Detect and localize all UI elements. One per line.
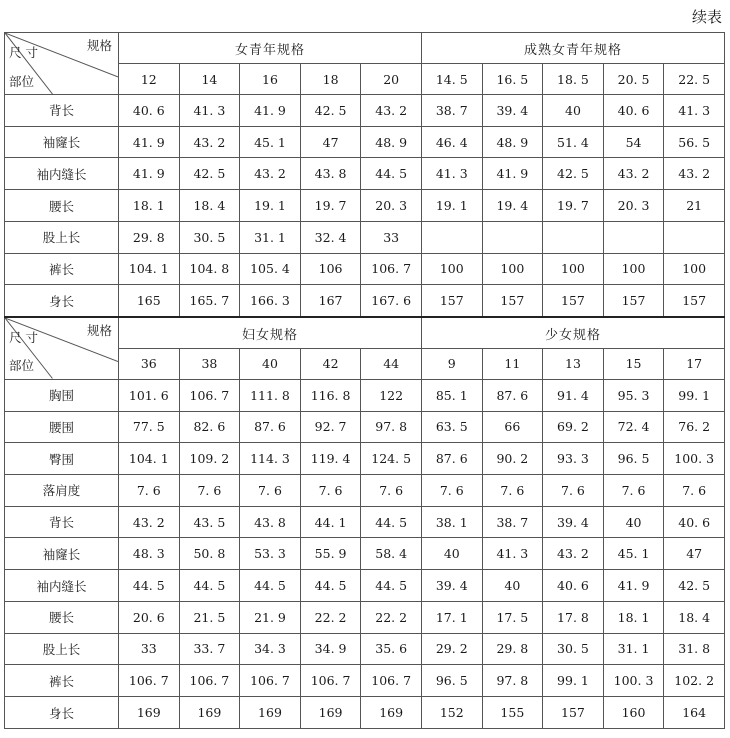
table-row (5, 253, 725, 285)
value-cell: 33 (361, 221, 422, 253)
value-cell: 165 (119, 285, 180, 318)
part-label: 裤长 (5, 665, 119, 697)
part-label: 股上长 (5, 633, 119, 665)
value-cell: 100 (421, 253, 482, 285)
value-cell: 69. 2 (543, 411, 604, 443)
value-cell: 42. 5 (179, 158, 240, 190)
value-cell: 44. 5 (300, 570, 361, 602)
part-label: 袖窿长 (5, 126, 119, 158)
size-cell: 38 (179, 348, 240, 379)
size-cell: 20 (361, 64, 422, 95)
value-cell: 40. 6 (603, 95, 664, 127)
value-cell: 169 (300, 697, 361, 729)
value-cell: 169 (179, 697, 240, 729)
corner-label-part: 部位 (9, 358, 35, 374)
size-cell: 15 (603, 348, 664, 379)
value-cell: 40 (543, 95, 604, 127)
value-cell: 109. 2 (179, 443, 240, 475)
corner-label-size: 尺 寸 (9, 330, 38, 346)
value-cell: 104. 1 (119, 443, 180, 475)
corner-header-cell (5, 317, 119, 379)
value-cell: 92. 7 (300, 411, 361, 443)
value-cell: 7. 6 (361, 475, 422, 507)
size-cell: 16. 5 (482, 64, 543, 95)
part-label: 腰长 (5, 190, 119, 222)
value-cell: 29. 8 (482, 633, 543, 665)
value-cell: 7. 6 (482, 475, 543, 507)
part-label: 腰围 (5, 411, 119, 443)
value-cell: 39. 4 (421, 570, 482, 602)
value-cell: 157 (543, 697, 604, 729)
size-cell: 12 (119, 64, 180, 95)
value-cell: 33. 7 (179, 633, 240, 665)
value-cell (421, 221, 482, 253)
table-row (5, 475, 725, 507)
value-cell: 124. 5 (361, 443, 422, 475)
value-cell: 87. 6 (482, 379, 543, 411)
value-cell: 7. 6 (300, 475, 361, 507)
value-cell (603, 221, 664, 253)
table-row (5, 95, 725, 127)
size-cell: 16 (240, 64, 301, 95)
table-row (5, 633, 725, 665)
group-header: 少女规格 (421, 317, 724, 348)
value-cell: 31. 1 (240, 221, 301, 253)
part-label: 背长 (5, 95, 119, 127)
value-cell: 100 (482, 253, 543, 285)
corner-label-part: 部位 (9, 73, 35, 89)
value-cell: 40 (603, 506, 664, 538)
value-cell: 56. 5 (664, 126, 725, 158)
value-cell: 31. 1 (603, 633, 664, 665)
value-cell: 58. 4 (361, 538, 422, 570)
value-cell: 19. 1 (421, 190, 482, 222)
value-cell: 157 (421, 285, 482, 318)
value-cell: 41. 9 (240, 95, 301, 127)
value-cell: 157 (664, 285, 725, 318)
corner-label-size: 尺 寸 (9, 45, 38, 60)
value-cell: 106 (300, 253, 361, 285)
value-cell: 33 (119, 633, 180, 665)
value-cell: 35. 6 (361, 633, 422, 665)
size-cell: 42 (300, 348, 361, 379)
value-cell: 97. 8 (361, 411, 422, 443)
value-cell: 167 (300, 285, 361, 318)
value-cell: 21 (664, 190, 725, 222)
value-cell: 44. 5 (361, 570, 422, 602)
value-cell: 39. 4 (543, 506, 604, 538)
value-cell: 122 (361, 379, 422, 411)
value-cell: 169 (119, 697, 180, 729)
value-cell: 48. 3 (119, 538, 180, 570)
value-cell: 50. 8 (179, 538, 240, 570)
value-cell: 116. 8 (300, 379, 361, 411)
value-cell: 21. 5 (179, 601, 240, 633)
value-cell: 30. 5 (179, 221, 240, 253)
value-cell: 96. 5 (421, 665, 482, 697)
value-cell: 169 (361, 697, 422, 729)
value-cell: 167. 6 (361, 285, 422, 318)
table-row (5, 379, 725, 411)
table-row (5, 697, 725, 729)
value-cell: 22. 2 (361, 601, 422, 633)
value-cell: 77. 5 (119, 411, 180, 443)
value-cell: 19. 7 (300, 190, 361, 222)
value-cell: 41. 9 (603, 570, 664, 602)
value-cell: 48. 9 (482, 126, 543, 158)
corner-label-spec: 规格 (86, 323, 112, 339)
value-cell: 96. 5 (603, 443, 664, 475)
value-cell: 42. 5 (543, 158, 604, 190)
value-cell: 99. 1 (543, 665, 604, 697)
value-cell: 54 (603, 126, 664, 158)
value-cell: 17. 5 (482, 601, 543, 633)
value-cell: 20. 3 (603, 190, 664, 222)
value-cell: 42. 5 (664, 570, 725, 602)
size-cell: 18. 5 (543, 64, 604, 95)
value-cell: 18. 1 (119, 190, 180, 222)
value-cell: 106. 7 (119, 665, 180, 697)
part-label: 胸围 (5, 379, 119, 411)
table-row (5, 570, 725, 602)
value-cell: 32. 4 (300, 221, 361, 253)
value-cell: 93. 3 (543, 443, 604, 475)
value-cell: 102. 2 (664, 665, 725, 697)
value-cell: 20. 3 (361, 190, 422, 222)
value-cell: 106. 7 (179, 379, 240, 411)
value-cell: 44. 5 (361, 158, 422, 190)
value-cell: 41. 3 (664, 95, 725, 127)
value-cell: 106. 7 (179, 665, 240, 697)
value-cell: 106. 7 (300, 665, 361, 697)
value-cell: 17. 1 (421, 601, 482, 633)
value-cell: 51. 4 (543, 126, 604, 158)
part-label: 袖内缝长 (5, 570, 119, 602)
value-cell: 165. 7 (179, 285, 240, 318)
value-cell: 152 (421, 697, 482, 729)
value-cell: 7. 6 (603, 475, 664, 507)
size-cell: 22. 5 (664, 64, 725, 95)
value-cell: 40 (421, 538, 482, 570)
value-cell: 104. 8 (179, 253, 240, 285)
value-cell: 21. 9 (240, 601, 301, 633)
table-row (5, 506, 725, 538)
value-cell: 7. 6 (119, 475, 180, 507)
value-cell: 43. 8 (240, 506, 301, 538)
value-cell: 44. 5 (119, 570, 180, 602)
corner-label-spec: 规格 (86, 38, 112, 53)
value-cell: 7. 6 (421, 475, 482, 507)
value-cell: 101. 6 (119, 379, 180, 411)
size-table (4, 32, 725, 729)
table-row (5, 158, 725, 190)
value-cell: 42. 5 (300, 95, 361, 127)
value-cell: 34. 3 (240, 633, 301, 665)
part-label: 臀围 (5, 443, 119, 475)
value-cell: 19. 4 (482, 190, 543, 222)
value-cell: 47 (300, 126, 361, 158)
value-cell: 63. 5 (421, 411, 482, 443)
size-cell: 20. 5 (603, 64, 664, 95)
value-cell: 43. 2 (240, 158, 301, 190)
value-cell: 44. 1 (300, 506, 361, 538)
value-cell: 41. 3 (421, 158, 482, 190)
value-cell: 45. 1 (603, 538, 664, 570)
value-cell: 40 (482, 570, 543, 602)
value-cell: 66 (482, 411, 543, 443)
part-label: 落肩度 (5, 475, 119, 507)
value-cell: 114. 3 (240, 443, 301, 475)
value-cell: 105. 4 (240, 253, 301, 285)
value-cell: 18. 4 (179, 190, 240, 222)
value-cell: 87. 6 (240, 411, 301, 443)
part-label: 股上长 (5, 221, 119, 253)
part-label: 袖窿长 (5, 538, 119, 570)
value-cell: 39. 4 (482, 95, 543, 127)
value-cell: 22. 2 (300, 601, 361, 633)
value-cell: 111. 8 (240, 379, 301, 411)
size-cell: 14. 5 (421, 64, 482, 95)
table-row (5, 411, 725, 443)
value-cell: 169 (240, 697, 301, 729)
continued-label: 续表 (691, 8, 722, 26)
value-cell: 45. 1 (240, 126, 301, 158)
value-cell: 43. 2 (664, 158, 725, 190)
value-cell: 87. 6 (421, 443, 482, 475)
value-cell: 106. 7 (361, 253, 422, 285)
value-cell: 7. 6 (240, 475, 301, 507)
table-row (5, 443, 725, 475)
value-cell: 166. 3 (240, 285, 301, 318)
value-cell: 40. 6 (664, 506, 725, 538)
value-cell: 99. 1 (664, 379, 725, 411)
value-cell: 34. 9 (300, 633, 361, 665)
value-cell: 38. 7 (482, 506, 543, 538)
value-cell: 72. 4 (603, 411, 664, 443)
value-cell: 41. 9 (119, 126, 180, 158)
value-cell: 100 (543, 253, 604, 285)
value-cell: 44. 5 (179, 570, 240, 602)
value-cell: 43. 2 (543, 538, 604, 570)
value-cell: 43. 8 (300, 158, 361, 190)
part-label: 腰长 (5, 601, 119, 633)
value-cell: 41. 3 (179, 95, 240, 127)
corner-header-cell (5, 33, 119, 95)
value-cell: 100 (603, 253, 664, 285)
part-label: 裤长 (5, 253, 119, 285)
value-cell: 104. 1 (119, 253, 180, 285)
value-cell: 7. 6 (664, 475, 725, 507)
value-cell: 53. 3 (240, 538, 301, 570)
value-cell: 18. 1 (603, 601, 664, 633)
size-cell: 44 (361, 348, 422, 379)
value-cell: 100 (664, 253, 725, 285)
value-cell: 41. 9 (119, 158, 180, 190)
value-cell: 55. 9 (300, 538, 361, 570)
table-row (5, 601, 725, 633)
size-cell: 17 (664, 348, 725, 379)
value-cell: 29. 8 (119, 221, 180, 253)
value-cell: 7. 6 (543, 475, 604, 507)
value-cell: 44. 5 (240, 570, 301, 602)
part-label: 袖内缝长 (5, 158, 119, 190)
value-cell: 164 (664, 697, 725, 729)
size-cell: 14 (179, 64, 240, 95)
size-cell: 40 (240, 348, 301, 379)
value-cell: 18. 4 (664, 601, 725, 633)
value-cell: 43. 2 (179, 126, 240, 158)
part-label: 背长 (5, 506, 119, 538)
value-cell: 157 (603, 285, 664, 318)
value-cell: 44. 5 (361, 506, 422, 538)
value-cell: 41. 3 (482, 538, 543, 570)
value-cell (543, 221, 604, 253)
value-cell: 100. 3 (664, 443, 725, 475)
table-row (5, 285, 725, 318)
value-cell: 38. 7 (421, 95, 482, 127)
value-cell: 7. 6 (179, 475, 240, 507)
value-cell: 155 (482, 697, 543, 729)
value-cell: 40. 6 (119, 95, 180, 127)
group-header-row (5, 33, 725, 64)
value-cell: 41. 9 (482, 158, 543, 190)
value-cell: 82. 6 (179, 411, 240, 443)
group-header-row (5, 317, 725, 348)
table-row (5, 221, 725, 253)
value-cell: 100. 3 (603, 665, 664, 697)
value-cell: 157 (482, 285, 543, 318)
value-cell: 19. 7 (543, 190, 604, 222)
value-cell: 31. 8 (664, 633, 725, 665)
size-cell: 11 (482, 348, 543, 379)
value-cell: 160 (603, 697, 664, 729)
group-header: 成熟女青年规格 (421, 33, 724, 64)
value-cell: 40. 6 (543, 570, 604, 602)
value-cell: 30. 5 (543, 633, 604, 665)
value-cell: 43. 5 (179, 506, 240, 538)
value-cell: 43. 2 (603, 158, 664, 190)
table-row (5, 665, 725, 697)
value-cell (664, 221, 725, 253)
table-row (5, 538, 725, 570)
value-cell: 29. 2 (421, 633, 482, 665)
value-cell: 43. 2 (119, 506, 180, 538)
value-cell: 157 (543, 285, 604, 318)
value-cell: 85. 1 (421, 379, 482, 411)
size-cell: 18 (300, 64, 361, 95)
value-cell: 46. 4 (421, 126, 482, 158)
value-cell (482, 221, 543, 253)
value-cell: 48. 9 (361, 126, 422, 158)
value-cell: 43. 2 (361, 95, 422, 127)
part-label: 身长 (5, 697, 119, 729)
size-cell: 36 (119, 348, 180, 379)
value-cell: 47 (664, 538, 725, 570)
value-cell: 95. 3 (603, 379, 664, 411)
group-header: 女青年规格 (119, 33, 422, 64)
part-label: 身长 (5, 285, 119, 318)
value-cell: 106. 7 (240, 665, 301, 697)
table-row (5, 126, 725, 158)
value-cell: 91. 4 (543, 379, 604, 411)
value-cell: 38. 1 (421, 506, 482, 538)
value-cell: 106. 7 (361, 665, 422, 697)
value-cell: 17. 8 (543, 601, 604, 633)
value-cell: 97. 8 (482, 665, 543, 697)
value-cell: 20. 6 (119, 601, 180, 633)
size-cell: 13 (543, 348, 604, 379)
size-cell: 9 (421, 348, 482, 379)
value-cell: 19. 1 (240, 190, 301, 222)
value-cell: 76. 2 (664, 411, 725, 443)
value-cell: 119. 4 (300, 443, 361, 475)
group-header: 妇女规格 (119, 317, 422, 348)
table-row (5, 190, 725, 222)
value-cell: 90. 2 (482, 443, 543, 475)
